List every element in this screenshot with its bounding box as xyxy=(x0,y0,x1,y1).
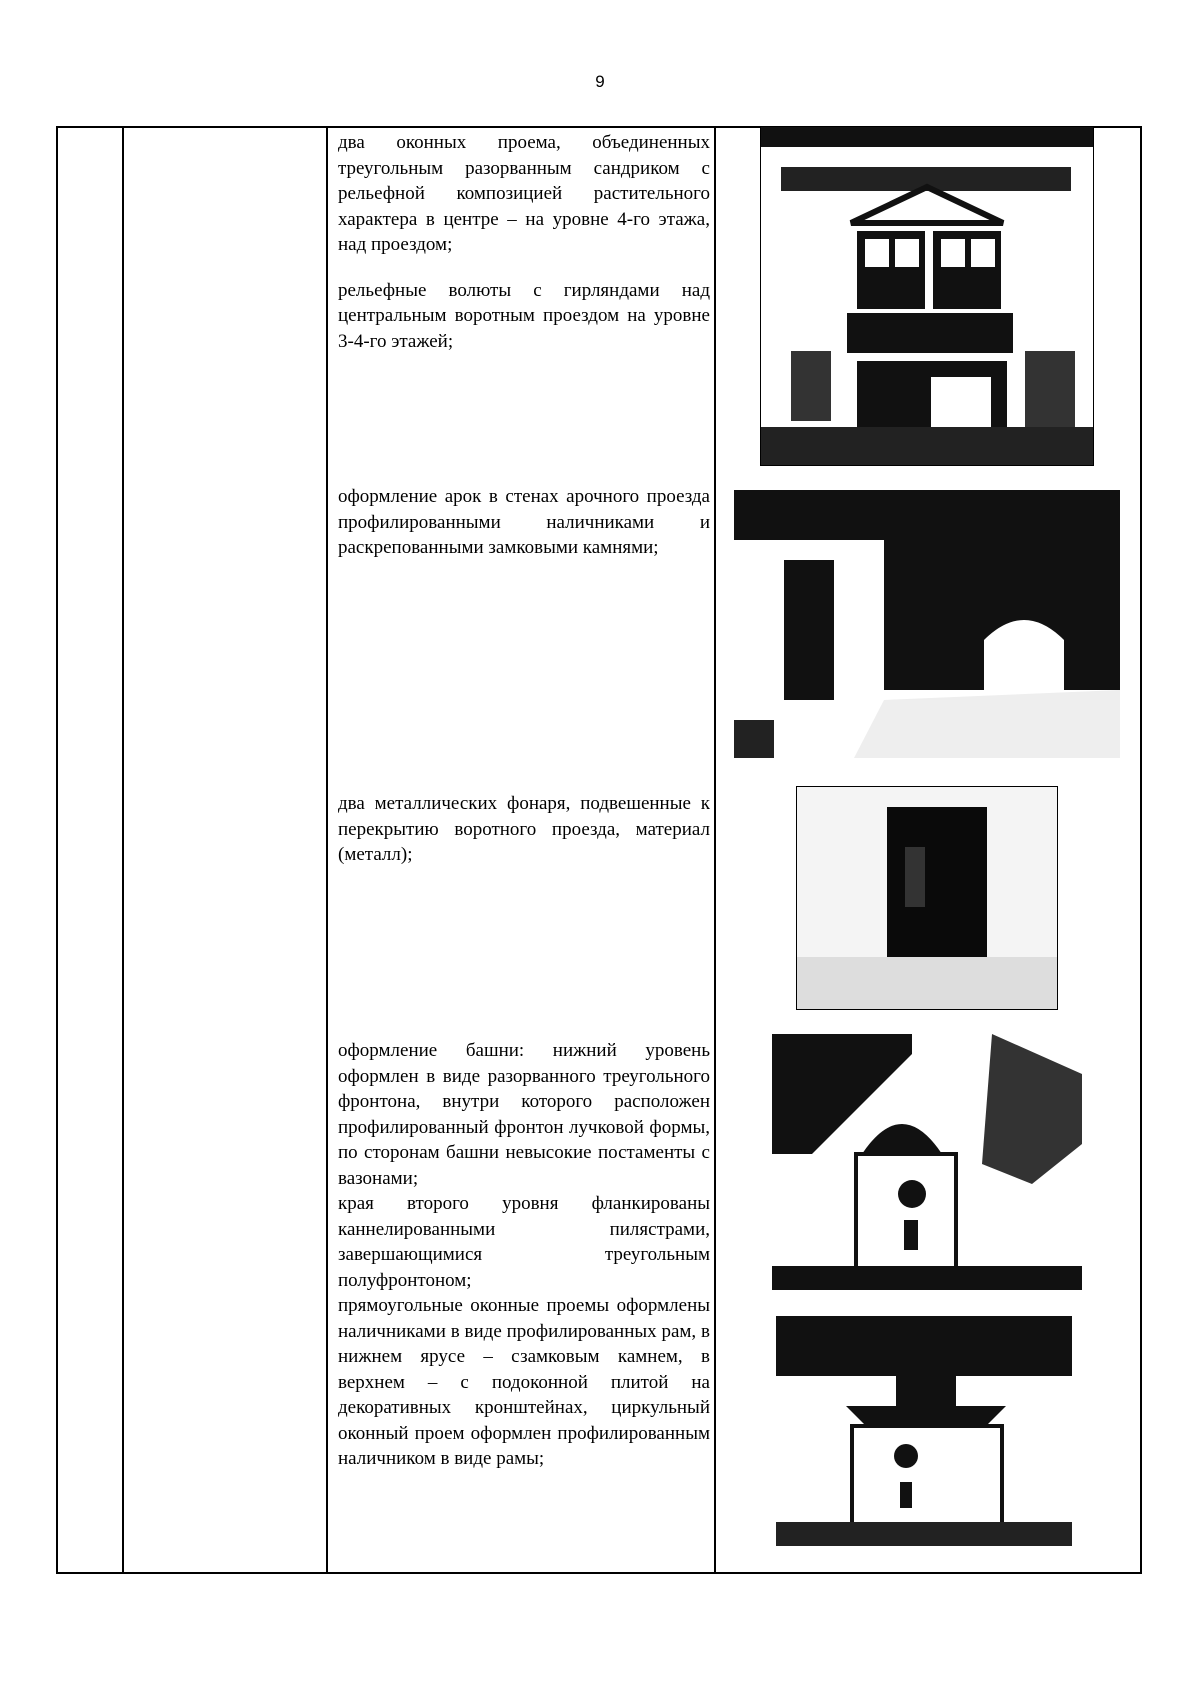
page-number: 9 xyxy=(595,72,605,91)
description-tower xyxy=(338,1038,710,1472)
tower-photo-upper xyxy=(776,1316,1072,1546)
description-paragraph: рельефные волюты с гирляндами над центральным воротным проездом на уровне 3-4-го этажей; xyxy=(338,279,710,352)
arched-passage-photo xyxy=(734,490,1120,758)
description-paragraph: края второго уровня фланкированы каннелированными пилястрами, завершающимися треугольным полуфронтоном; xyxy=(338,1193,710,1291)
description-facade-windows xyxy=(338,130,710,354)
description-arches xyxy=(338,484,710,561)
column-divider xyxy=(326,128,328,1572)
description-paragraph: оформление башни: нижний уровень оформлен в виде разорванного треугольного фронтона, внутри которого расположен профилированный фронтон лучковой формы, по сторонам башни невысокие постаменты с вазонами; xyxy=(338,1040,710,1189)
column-divider xyxy=(714,128,716,1572)
column-divider xyxy=(122,128,124,1572)
description-lanterns xyxy=(338,791,710,868)
facade-photo xyxy=(760,126,1094,466)
description-paragraph: оформление арок в стенах арочного проезда профилированными наличниками и раскрепованными замковыми камнями; xyxy=(338,486,710,558)
tower-photo-lower xyxy=(772,1034,1082,1290)
lantern-photo xyxy=(796,786,1058,1010)
description-paragraph: прямоугольные оконные проемы оформлены наличниками в виде профилированных рам, в нижнем ярусе – сзамковым камнем, в верхнем – с подоконной плитой на декоративных кронштейнах, циркульный оконный проем оформлен профилированным наличником в виде рамы; xyxy=(338,1295,710,1469)
description-paragraph: два металлических фонаря, подвешенные к перекрытию воротного проезда, материал (металл); xyxy=(338,793,710,865)
description-paragraph: два оконных проема, объединенных треугольным разорванным сандриком с рельефной композицией растительного характера в центре – на уровне 4-го этажа, над проездом; xyxy=(338,132,710,255)
